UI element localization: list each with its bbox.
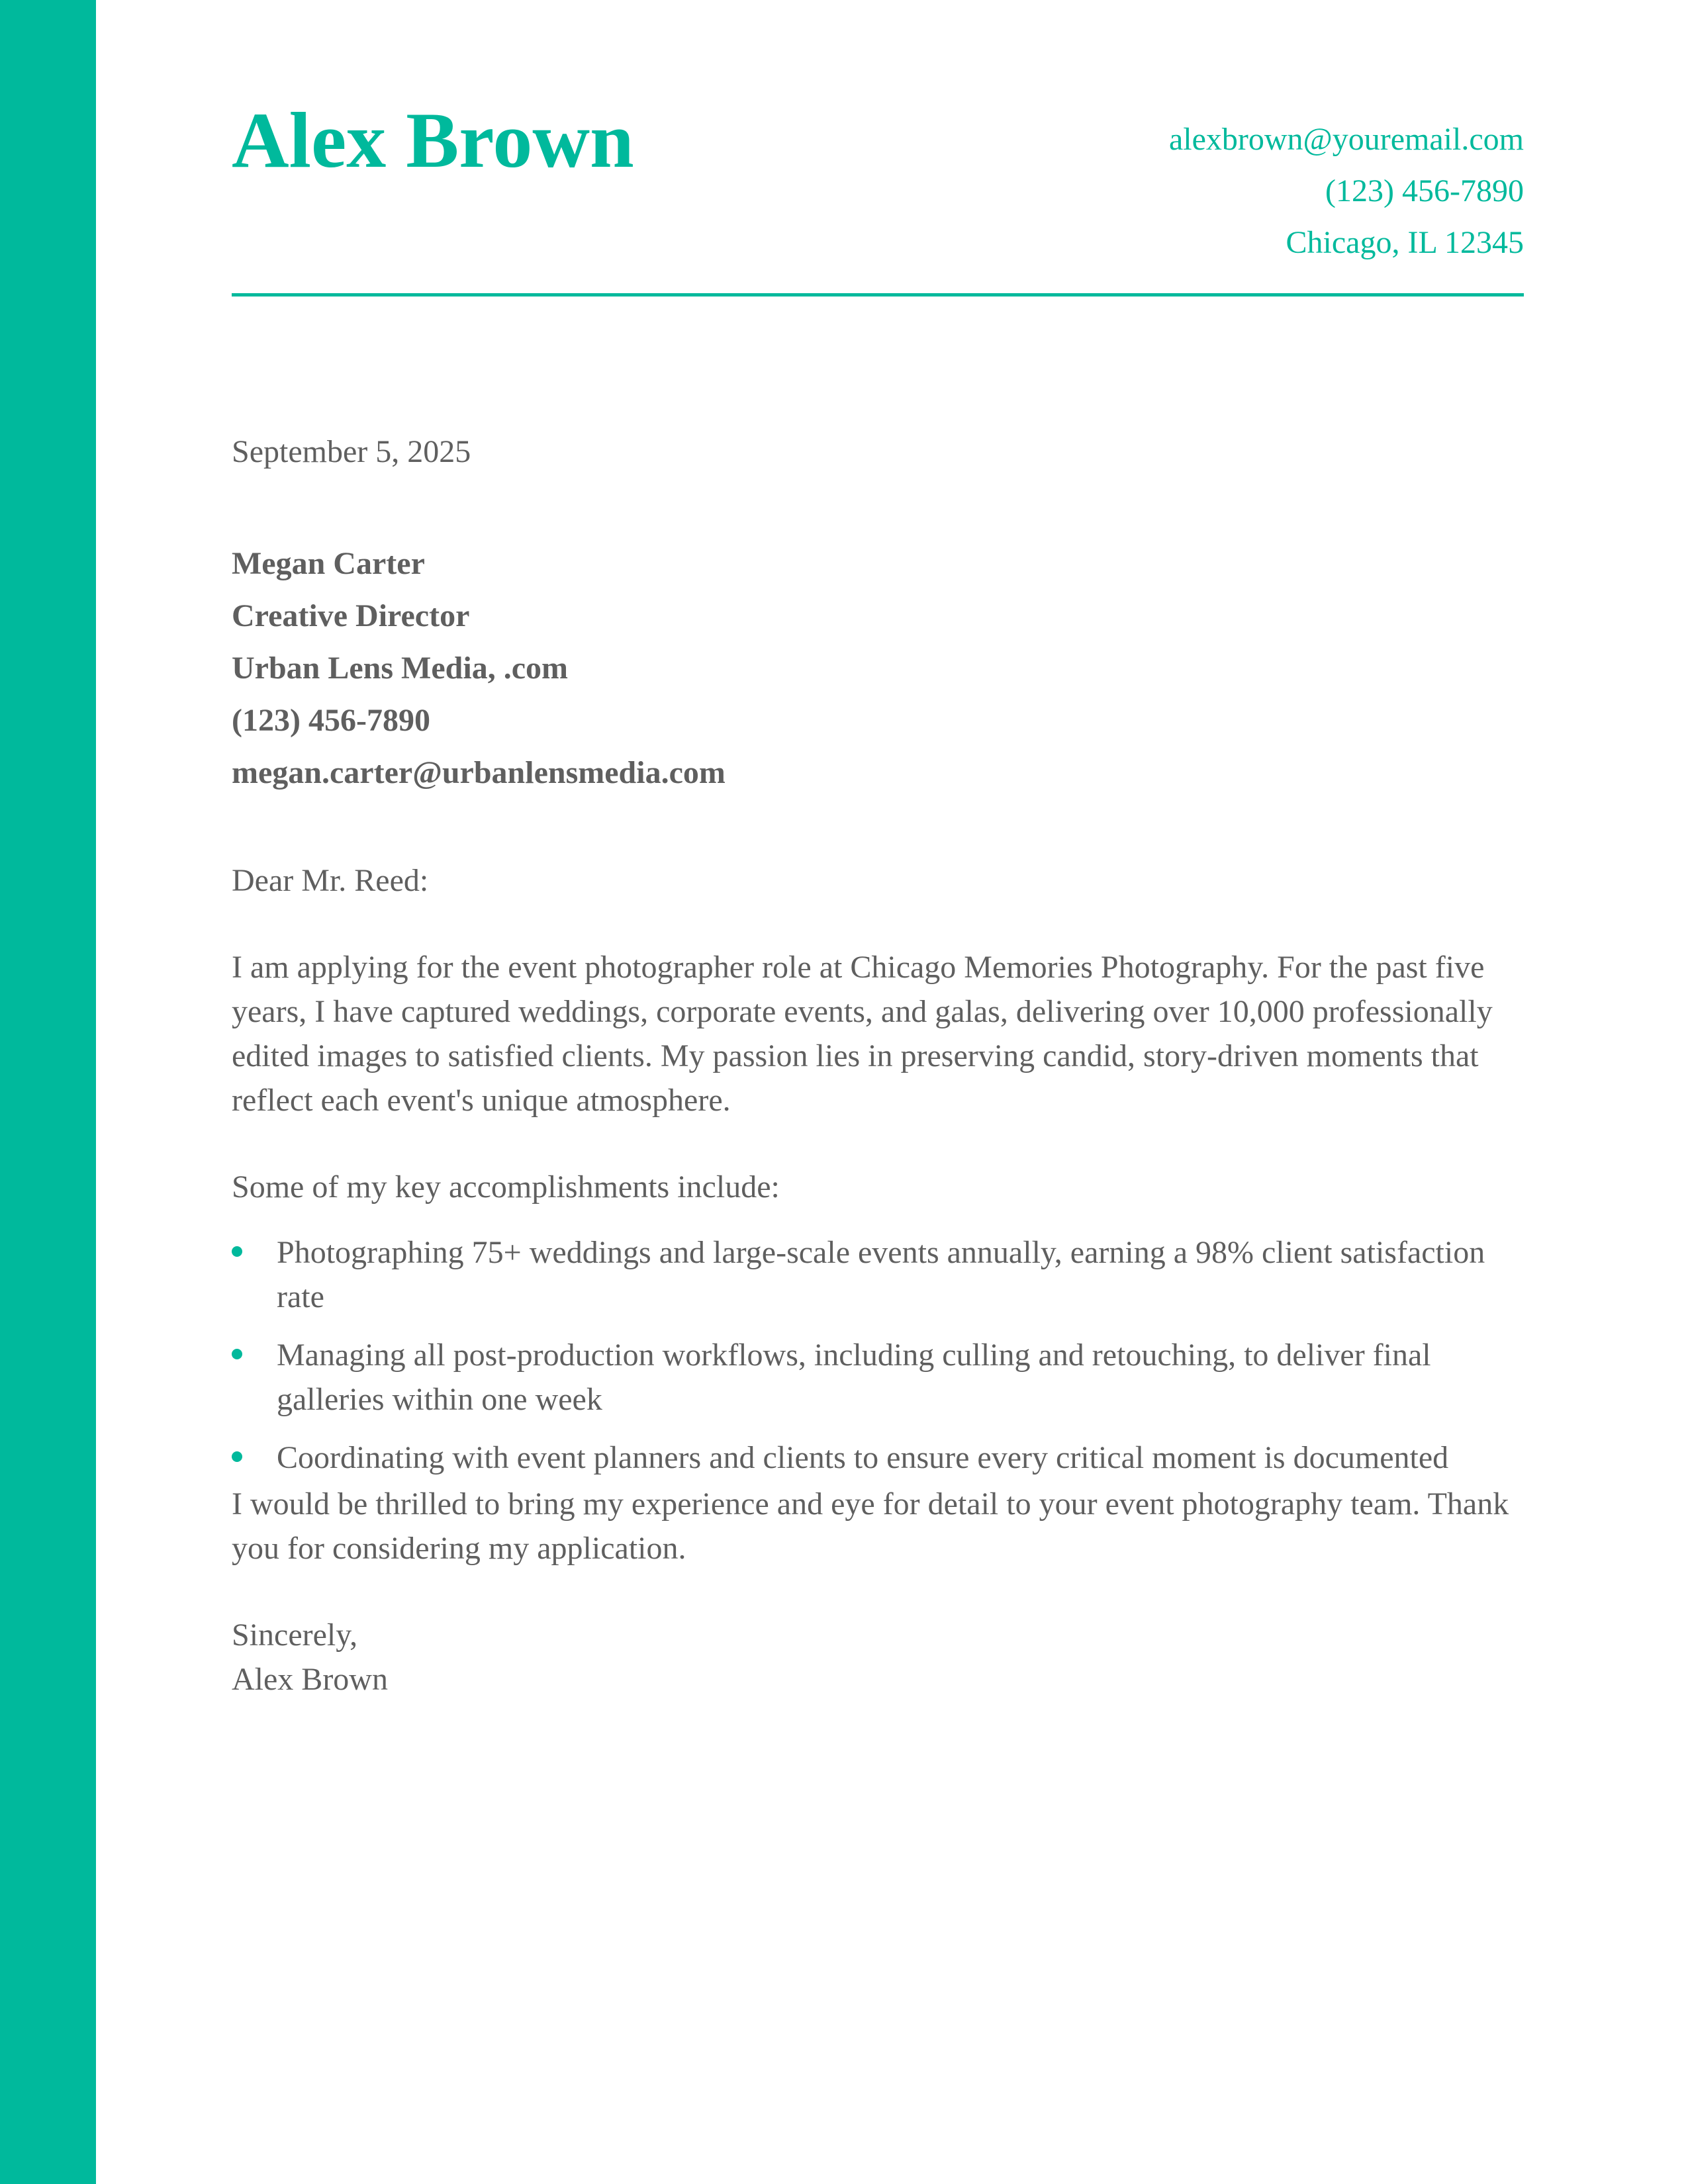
letter-body — [232, 296, 1524, 1702]
opening-paragraph: I am applying for the event photographer role at Chicago Memories Photography. For the past five years, I have captured weddings, corporate events, and galas, delivering over 10,000 professionally edited images to satisfied clients. My passion lies in preserving candid, story-driven moments that reflect each event's unique atmosphere. — [232, 950, 1493, 1118]
list-item — [232, 1333, 1524, 1422]
recipient-block — [232, 537, 1524, 799]
cover-letter-page — [232, 0, 1524, 1702]
accomplishments-list — [232, 1230, 1524, 1480]
sender-email: alexbrown@youremail.com — [1168, 122, 1524, 157]
letter-header — [232, 0, 1524, 296]
accomplishment-text: Photographing 75+ weddings and large-scale events annually, earning a 98% client satisfaction rate — [277, 1235, 1485, 1314]
bullet-icon — [232, 1246, 242, 1257]
bullet-icon — [232, 1349, 242, 1359]
sender-contact-block — [1169, 114, 1524, 269]
letter-date: September 5, 2025 — [232, 434, 471, 469]
sender-phone: (123) 456-7890 — [1325, 173, 1524, 208]
recipient-title: Creative Director — [232, 598, 470, 633]
sender-name: Alex Brown — [232, 96, 634, 184]
accomplishment-text: Coordinating with event planners and clients to ensure every critical moment is documented — [277, 1440, 1449, 1475]
sender-location: Chicago, IL 12345 — [1286, 225, 1524, 260]
accomplishments-intro: Some of my key accomplishments include: — [232, 1169, 780, 1205]
recipient-email: megan.carter@urbanlensmedia.com — [232, 755, 726, 790]
accent-side-bar — [0, 0, 96, 2184]
sign-off-block — [232, 1613, 1524, 1702]
recipient-name: Megan Carter — [232, 546, 425, 581]
list-item — [232, 1230, 1524, 1319]
header-divider — [232, 293, 1524, 296]
accomplishment-text: Managing all post-production workflows, including culling and retouching, to deliver final galleries within one week — [277, 1338, 1431, 1417]
sign-off: Sincerely, — [232, 1617, 358, 1653]
salutation: Dear Mr. Reed: — [232, 863, 429, 898]
list-item — [232, 1435, 1524, 1480]
bullet-icon — [232, 1451, 242, 1462]
closing-paragraph: I would be thrilled to bring my experience and eye for detail to your event photography team. Thank you for considering my application. — [232, 1486, 1509, 1566]
recipient-phone: (123) 456-7890 — [232, 703, 430, 738]
recipient-company: Urban Lens Media, .com — [232, 651, 568, 686]
signature-name: Alex Brown — [232, 1662, 388, 1697]
